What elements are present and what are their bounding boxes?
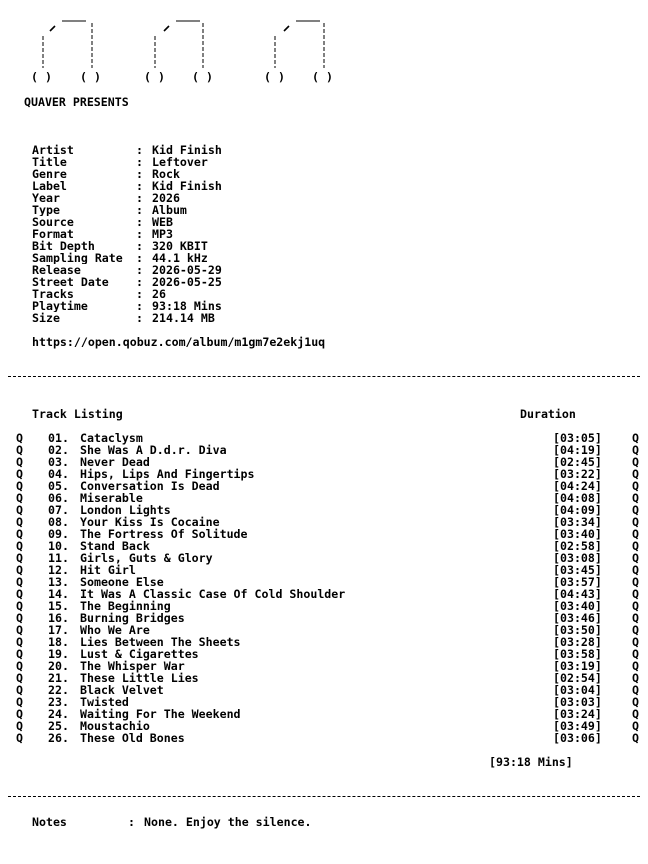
track-title: It Was A Classic Case Of Cold Shoulder — [80, 587, 346, 601]
track-title: Miserable — [80, 491, 143, 505]
info-label: Bit Depth — [32, 240, 95, 252]
info-colon: : — [136, 275, 143, 289]
track-title: The Beginning — [80, 599, 171, 613]
track-duration: [02:58] — [553, 539, 602, 553]
track-duration: [03:49] — [553, 719, 602, 733]
info-colon: : — [136, 311, 143, 325]
info-row — [32, 180, 222, 192]
track-title: She Was A D.d.r. Diva — [80, 443, 227, 457]
duration-heading: Duration — [520, 407, 576, 421]
track-row — [0, 732, 648, 744]
track-marker-left: Q — [16, 539, 23, 553]
track-number: 06. — [48, 491, 69, 505]
track-number: 12. — [48, 563, 69, 577]
info-row — [32, 204, 222, 216]
track-number: 09. — [48, 527, 69, 541]
track-title: Hit Girl — [80, 563, 136, 577]
track-marker-left: Q — [16, 659, 23, 673]
track-number: 24. — [48, 707, 69, 721]
track-number: 02. — [48, 443, 69, 457]
track-marker-left: Q — [16, 443, 23, 457]
info-value: Rock — [152, 167, 180, 181]
track-marker-right: Q — [632, 503, 639, 517]
track-marker-right: Q — [632, 623, 639, 637]
track-duration: [03:28] — [553, 635, 602, 649]
track-marker-right: Q — [632, 491, 639, 505]
info-value: 214.14 MB — [152, 311, 215, 325]
info-value: Kid Finish — [152, 179, 222, 193]
track-listing-heading: Track Listing — [32, 407, 123, 421]
track-title: Twisted — [80, 695, 129, 709]
info-row — [32, 156, 222, 168]
track-marker-left: Q — [16, 647, 23, 661]
track-marker-left: Q — [16, 671, 23, 685]
track-duration: [04:08] — [553, 491, 602, 505]
track-duration: [03:46] — [553, 611, 602, 625]
info-value: Kid Finish — [152, 143, 222, 157]
track-marker-left: Q — [16, 683, 23, 697]
track-number: 22. — [48, 683, 69, 697]
notes-value: None. Enjoy the silence. — [144, 815, 312, 829]
track-title: Never Dead — [80, 455, 150, 469]
track-marker-left: Q — [16, 563, 23, 577]
track-title: The Whisper War — [80, 659, 185, 673]
info-colon: : — [136, 251, 143, 265]
info-value: MP3 — [152, 227, 173, 241]
info-colon: : — [136, 203, 143, 217]
track-duration: [03:06] — [553, 731, 602, 745]
track-duration: [03:57] — [553, 575, 602, 589]
info-value: 2026-05-29 — [152, 263, 222, 277]
svg-text:( ): ( ) — [31, 70, 52, 84]
track-title: Moustachio — [80, 719, 150, 733]
track-title: Cataclysm — [80, 431, 143, 445]
svg-text:( ): ( ) — [144, 70, 165, 84]
presents-heading: QUAVER PRESENTS — [24, 95, 129, 109]
track-duration: [03:19] — [553, 659, 602, 673]
info-label: Street Date — [32, 276, 109, 288]
svg-text:( ): ( ) — [312, 70, 333, 84]
track-title: Stand Back — [80, 539, 150, 553]
track-number: 15. — [48, 599, 69, 613]
track-marker-right: Q — [632, 707, 639, 721]
track-marker-right: Q — [632, 599, 639, 613]
info-row — [32, 216, 222, 228]
track-number: 19. — [48, 647, 69, 661]
track-duration: [03:03] — [553, 695, 602, 709]
track-duration: [03:05] — [553, 431, 602, 445]
track-marker-right: Q — [632, 539, 639, 553]
track-marker-left: Q — [16, 575, 23, 589]
track-duration: [02:54] — [553, 671, 602, 685]
track-marker-right: Q — [632, 431, 639, 445]
release-info — [32, 144, 222, 324]
info-value: 2026-05-25 — [152, 275, 222, 289]
track-duration: [04:09] — [553, 503, 602, 517]
info-value: Leftover — [152, 155, 208, 169]
track-marker-right: Q — [632, 659, 639, 673]
track-duration: [03:50] — [553, 623, 602, 637]
track-duration: [03:24] — [553, 707, 602, 721]
track-marker-left: Q — [16, 695, 23, 709]
track-marker-right: Q — [632, 671, 639, 685]
track-duration: [02:45] — [553, 455, 602, 469]
track-number: 03. — [48, 455, 69, 469]
album-url[interactable]: https://open.qobuz.com/album/m1gm7e2ekj1uq — [32, 335, 326, 349]
track-marker-right: Q — [632, 695, 639, 709]
info-value: WEB — [152, 215, 173, 229]
track-marker-right: Q — [632, 683, 639, 697]
info-label: Artist — [32, 144, 74, 156]
info-row — [32, 276, 222, 288]
track-marker-left: Q — [16, 467, 23, 481]
track-number: 21. — [48, 671, 69, 685]
track-marker-right: Q — [632, 575, 639, 589]
track-number: 18. — [48, 635, 69, 649]
three-eighth-notes-ascii-icon — [31, 14, 351, 90]
info-colon: : — [136, 299, 143, 313]
info-colon: : — [136, 287, 143, 301]
track-marker-right: Q — [632, 443, 639, 457]
info-label: Label — [32, 180, 67, 192]
info-row — [32, 312, 222, 324]
track-title: Who We Are — [80, 623, 150, 637]
track-marker-left: Q — [16, 587, 23, 601]
track-duration: [04:19] — [553, 443, 602, 457]
track-duration: [04:43] — [553, 587, 602, 601]
svg-text:( ): ( ) — [80, 70, 101, 84]
info-value: 44.1 kHz — [152, 251, 208, 265]
track-title: Your Kiss Is Cocaine — [80, 515, 220, 529]
track-marker-right: Q — [632, 635, 639, 649]
info-label: Playtime — [32, 300, 88, 312]
track-marker-left: Q — [16, 611, 23, 625]
track-marker-left: Q — [16, 479, 23, 493]
track-title: Someone Else — [80, 575, 164, 589]
track-number: 10. — [48, 539, 69, 553]
info-label: Sampling Rate — [32, 252, 123, 264]
track-title: Black Velvet — [80, 683, 164, 697]
track-marker-right: Q — [632, 527, 639, 541]
track-duration: [03:22] — [553, 467, 602, 481]
info-value: Album — [152, 203, 187, 217]
track-marker-right: Q — [632, 551, 639, 565]
info-value: 320 KBIT — [152, 239, 208, 253]
svg-text:( ): ( ) — [264, 70, 285, 84]
track-marker-left: Q — [16, 707, 23, 721]
track-marker-right: Q — [632, 587, 639, 601]
track-marker-right: Q — [632, 479, 639, 493]
track-marker-left: Q — [16, 527, 23, 541]
track-marker-left: Q — [16, 491, 23, 505]
track-title: Waiting For The Weekend — [80, 707, 241, 721]
track-title: The Fortress Of Solitude — [80, 527, 248, 541]
notes-colon: : — [128, 815, 135, 829]
track-marker-left: Q — [16, 455, 23, 469]
track-duration: [03:40] — [553, 527, 602, 541]
track-duration: [03:45] — [553, 563, 602, 577]
track-number: 14. — [48, 587, 69, 601]
track-number: 13. — [48, 575, 69, 589]
divider-bottom — [8, 796, 640, 797]
info-colon: : — [136, 215, 143, 229]
track-duration: [03:08] — [553, 551, 602, 565]
track-number: 05. — [48, 479, 69, 493]
track-number: 01. — [48, 431, 69, 445]
track-number: 26. — [48, 731, 69, 745]
divider-top — [8, 376, 640, 377]
track-marker-left: Q — [16, 551, 23, 565]
track-marker-right: Q — [632, 515, 639, 529]
info-label: Format — [32, 228, 74, 240]
track-title: Hips, Lips And Fingertips — [80, 467, 255, 481]
info-label: Genre — [32, 168, 67, 180]
info-colon: : — [136, 167, 143, 181]
track-marker-right: Q — [632, 467, 639, 481]
track-marker-left: Q — [16, 719, 23, 733]
track-marker-left: Q — [16, 431, 23, 445]
track-marker-left: Q — [16, 515, 23, 529]
track-title: London Lights — [80, 503, 171, 517]
svg-text:( ): ( ) — [192, 70, 213, 84]
total-playtime: [93:18 Mins] — [489, 755, 573, 769]
track-duration: [03:04] — [553, 683, 602, 697]
info-colon: : — [136, 155, 143, 169]
track-number: 17. — [48, 623, 69, 637]
info-value: 93:18 Mins — [152, 299, 222, 313]
track-number: 23. — [48, 695, 69, 709]
track-marker-left: Q — [16, 503, 23, 517]
info-label: Title — [32, 156, 67, 168]
track-duration: [03:34] — [553, 515, 602, 529]
track-marker-right: Q — [632, 563, 639, 577]
track-list — [0, 432, 648, 744]
info-colon: : — [136, 239, 143, 253]
track-marker-left: Q — [16, 599, 23, 613]
track-title: These Little Lies — [80, 671, 199, 685]
track-duration: [03:58] — [553, 647, 602, 661]
track-number: 20. — [48, 659, 69, 673]
track-number: 25. — [48, 719, 69, 733]
notes-label: Notes — [32, 815, 67, 829]
track-marker-right: Q — [632, 731, 639, 745]
info-colon: : — [136, 263, 143, 277]
info-row — [32, 192, 222, 204]
track-title: Girls, Guts & Glory — [80, 551, 213, 565]
info-value: 26 — [152, 287, 166, 301]
info-label: Size — [32, 312, 60, 324]
info-colon: : — [136, 227, 143, 241]
track-number: 11. — [48, 551, 69, 565]
track-number: 04. — [48, 467, 69, 481]
track-marker-right: Q — [632, 611, 639, 625]
track-title: Lies Between The Sheets — [80, 635, 241, 649]
track-title: Conversation Is Dead — [80, 479, 220, 493]
info-label: Source — [32, 216, 74, 228]
info-label: Year — [32, 192, 60, 204]
info-label: Type — [32, 204, 60, 216]
track-duration: [04:24] — [553, 479, 602, 493]
info-colon: : — [136, 191, 143, 205]
track-number: 08. — [48, 515, 69, 529]
info-colon: : — [136, 179, 143, 193]
info-label: Release — [32, 264, 81, 276]
track-marker-right: Q — [632, 719, 639, 733]
track-marker-left: Q — [16, 623, 23, 637]
track-number: 16. — [48, 611, 69, 625]
info-label: Tracks — [32, 288, 74, 300]
track-marker-right: Q — [632, 647, 639, 661]
track-title: Lust & Cigarettes — [80, 647, 199, 661]
track-marker-left: Q — [16, 635, 23, 649]
track-duration: [03:40] — [553, 599, 602, 613]
track-number: 07. — [48, 503, 69, 517]
track-marker-left: Q — [16, 731, 23, 745]
track-marker-right: Q — [632, 455, 639, 469]
track-title: Burning Bridges — [80, 611, 185, 625]
track-title: These Old Bones — [80, 731, 185, 745]
info-colon: : — [136, 143, 143, 157]
info-value: 2026 — [152, 191, 180, 205]
